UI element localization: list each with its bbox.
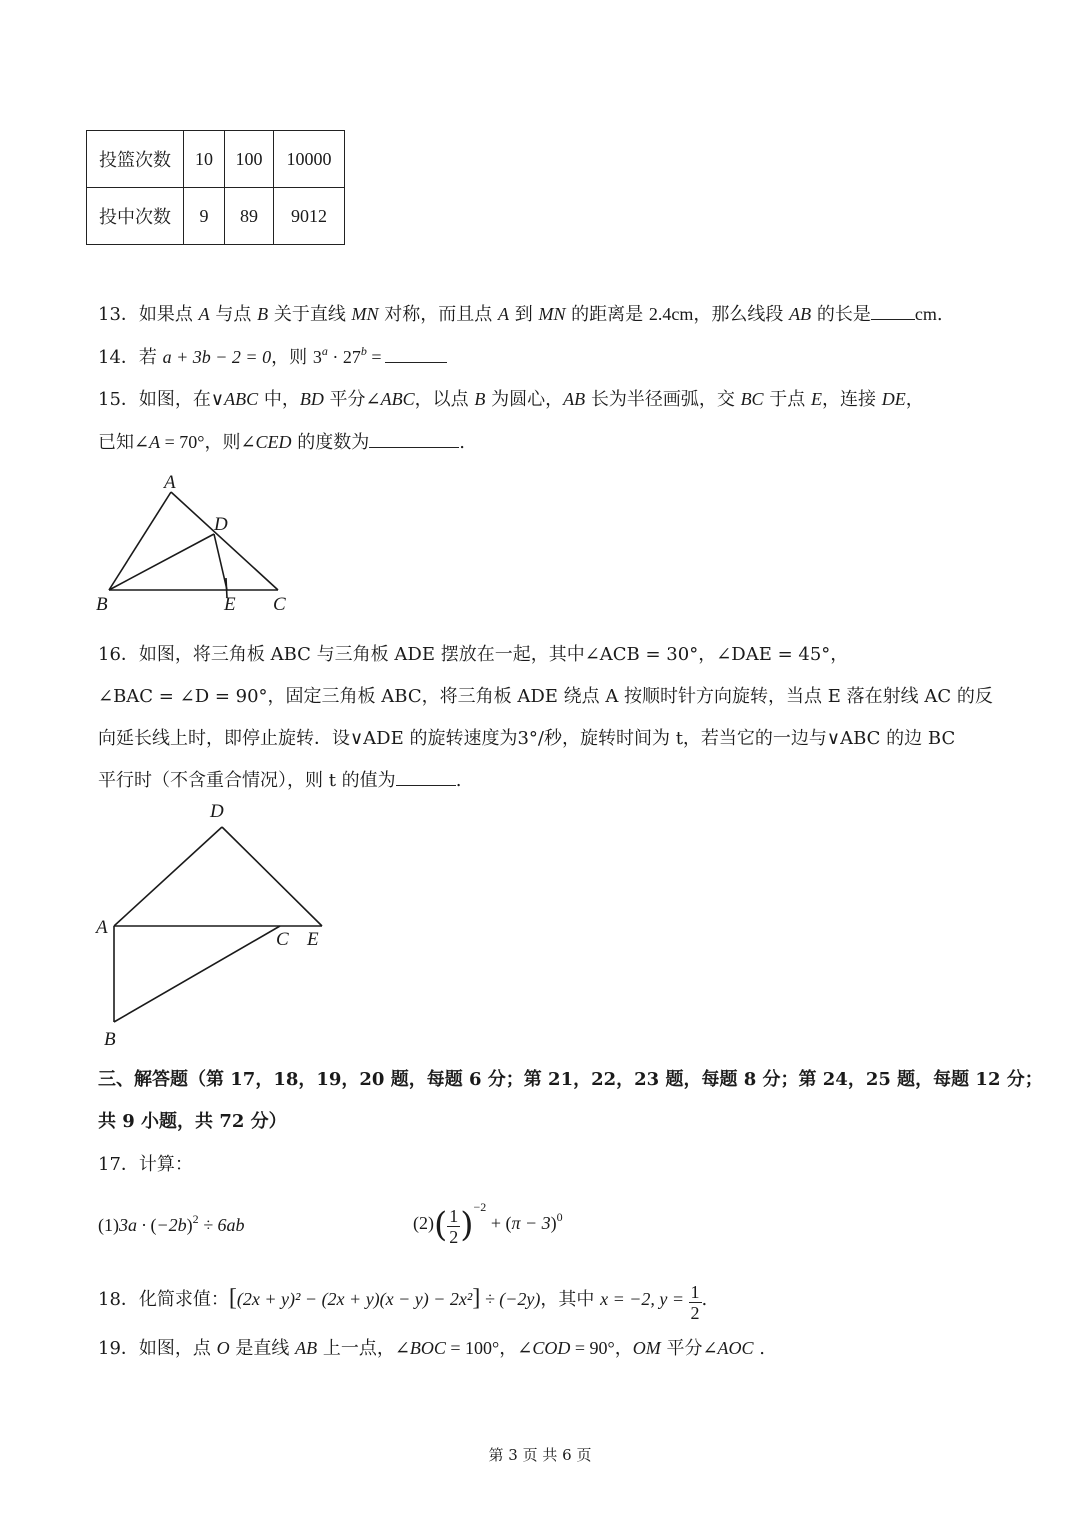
q19-text: = 90°， (570, 1338, 633, 1358)
exponent: −2 (473, 1200, 487, 1214)
q14-dot: · (327, 347, 343, 367)
q15-text: 的度数为 (291, 432, 370, 453)
q13-var: AB (789, 304, 812, 324)
q18-expression: (2x + y)² − (2x + y)(x − y) − 2x² (236, 1289, 473, 1309)
question-16-line-4 (98, 766, 461, 792)
q19-var: OM (632, 1338, 661, 1358)
question-16-line-1: 16．如图，将三角板 ABC 与三角板 ADE 摆放在一起，其中∠ACB = 30°，∠DAE = 45°， (98, 644, 849, 665)
q19-text: = 100°，∠ (445, 1338, 533, 1358)
q13-text: 13．如果点 (98, 304, 199, 325)
question-13 (98, 300, 943, 326)
q15-text: 长为半径画弧，交 (585, 389, 741, 410)
q15-text: = 70°，则∠ (160, 432, 256, 452)
q19-text: 19．如图，点 (98, 1338, 217, 1359)
q14-text: ，则 (271, 347, 313, 368)
table-row (87, 131, 345, 188)
question-17-title: 17．计算： (98, 1154, 193, 1175)
q19-text: 平分∠ (660, 1338, 718, 1359)
exponent: 0 (556, 1210, 563, 1224)
q15-text: 15．如图，在∨ (98, 389, 225, 410)
q14-exponent: a (321, 344, 328, 358)
segment-ab (109, 492, 171, 590)
table-cell: 10 (184, 131, 225, 188)
point-label-d: D (214, 514, 228, 535)
q19-var: AOC (717, 1338, 754, 1358)
q19-var: COD (532, 1338, 571, 1358)
section-3-heading-line-1: 三、解答题（第 17，18，19，20 题，每题 6 分；第 21，22，23 题，每题 8 分；第 24，25 题，每题 12 分； (98, 1069, 1043, 1090)
q18-text: ，其中 (540, 1289, 601, 1310)
q14-exponent: b (360, 344, 367, 358)
section-3-heading-line-2: 共 9 小题，共 72 分） (98, 1111, 287, 1132)
q15-var: ABC (224, 389, 259, 409)
fraction (447, 1206, 460, 1247)
q13-text: . (936, 304, 943, 325)
q18-text: 18．化简求值： (98, 1289, 229, 1310)
numerator: 1 (449, 1206, 459, 1226)
question-19 (98, 1334, 765, 1360)
point-label-b: B (104, 1029, 116, 1050)
q19-text: 上一点，∠ (317, 1338, 410, 1359)
q19-text: . (753, 1338, 765, 1359)
segment-bc (114, 926, 280, 1022)
point-label-c: C (273, 594, 286, 615)
point-label-b: B (96, 594, 108, 615)
q14-text: 14．若 (98, 347, 163, 368)
expr-term: 3a · (119, 1215, 151, 1235)
q15-var: BC (740, 389, 764, 409)
segment-bd (109, 534, 214, 590)
question-15-line-1 (98, 385, 924, 411)
q13-var: A (498, 304, 509, 324)
q15-var: CED (255, 432, 292, 452)
q15-text: 中， (258, 389, 300, 410)
point-label-c: C (276, 929, 289, 950)
q13-var: A (198, 304, 210, 324)
expr-term: π − 3 (511, 1213, 551, 1233)
point-label-a: A (96, 917, 108, 938)
q15-text: ，以点 (414, 389, 475, 410)
q13-var: MN (538, 304, 566, 324)
answer-blank[interactable] (871, 301, 915, 320)
expr-term: ÷ 6ab (198, 1215, 245, 1235)
q16-text: 平行时（不含重合情况），则 t 的值为 (98, 770, 396, 791)
q15-var: DE (881, 389, 906, 409)
q15-var: ABC (380, 389, 415, 409)
q13-var: B (257, 304, 269, 324)
q13-unit: cm (914, 304, 937, 324)
fraction (689, 1282, 702, 1323)
table-cell: 投篮次数 (87, 131, 184, 188)
segment-ac (171, 492, 278, 590)
q18-divisor: ÷ (−2y) (480, 1289, 541, 1309)
page-footer: 第 3 页 共 6 页 (488, 1446, 592, 1464)
table-cell: 9012 (274, 188, 345, 245)
table-cell: 10000 (274, 131, 345, 188)
q15-var: B (474, 389, 486, 409)
q13-text: 的距离是 (565, 304, 649, 325)
table-cell: 100 (225, 131, 274, 188)
answer-blank[interactable] (385, 344, 447, 363)
point-label-a: A (164, 472, 176, 493)
q13-text: 对称，而且点 (378, 304, 498, 325)
denominator: 2 (690, 1303, 700, 1323)
operator: + (486, 1213, 506, 1233)
q18-text: . (701, 1289, 708, 1310)
question-18: 18．化简求值：[(2x + y)² − (2x + y)(x − y) − 2x²] ÷ (−2y)，其中 x = −2, y = $\frac{1}{2}$ . (98, 1282, 708, 1323)
q15-text: 平分∠ (323, 389, 381, 410)
segment-de (222, 827, 322, 926)
segment-ad (114, 827, 222, 926)
q15-text: 于点 (763, 389, 812, 410)
q19-var: O (216, 1338, 230, 1358)
point-label-e: E (224, 594, 236, 615)
q15-text: . (459, 432, 465, 453)
q13-text: 到 (509, 304, 539, 325)
q15-var: E (811, 389, 823, 409)
q14-equals: = (366, 347, 382, 367)
q19-var: BOC (409, 1338, 446, 1358)
question-16-line-2: ∠BAC = ∠D = 90°，固定三角板 ABC，将三角板 ADE 绕点 A 按顺时针方向旋转，当点 E 落在射线 AC 的反 (98, 686, 993, 707)
q14-base: 27 (342, 347, 361, 367)
q13-text: 的长是 (811, 304, 871, 325)
q19-var: AB (295, 1338, 318, 1358)
table-cell: 89 (225, 188, 274, 245)
question-16-line-3: 向延长线上时，即停止旋转．设∨ADE 的旋转速度为3°/秒，旋转时间为 t，若当它的一边与∨ABC 的边 BC (98, 728, 956, 749)
q14-equation: a + 3b − 2 = 0 (162, 347, 272, 367)
q15-var: AB (563, 389, 586, 409)
answer-blank[interactable] (369, 429, 459, 448)
denominator: 2 (449, 1227, 459, 1247)
q15-text: 已知∠ (98, 432, 150, 453)
q15-var: BD (299, 389, 324, 409)
shooting-stats-table (86, 130, 345, 245)
table-cell: 9 (184, 188, 225, 245)
q15-text: 为圆心， (485, 389, 564, 410)
answer-blank[interactable] (396, 767, 456, 786)
q15-var: A (149, 432, 161, 452)
q13-text: 与点 (209, 304, 258, 325)
figure-15-triangle (90, 470, 310, 620)
q15-text: ，连接 (822, 389, 882, 410)
figure-16-triangles (90, 795, 340, 1055)
q19-text: 是直线 (229, 1338, 296, 1359)
q13-text: ，那么线段 (693, 304, 790, 325)
question-15-line-2 (98, 428, 465, 454)
question-17-part-1: $(1)3a \cdot (-2b)^2 \div 6ab$ (98, 1212, 245, 1235)
q14-base: 3 (312, 347, 322, 367)
expr-term: −2b (156, 1215, 187, 1235)
q18-condition: x = −2, y = (600, 1289, 689, 1309)
q13-distance: 2.4cm (648, 304, 694, 324)
part-label: (2) (413, 1213, 434, 1233)
q15-text: ， (905, 389, 924, 410)
table-cell: 投中次数 (87, 188, 184, 245)
question-17-part-2: (2)( $\frac{1}{2}$ )$^{-2} + (\pi - 3)^0$ (413, 1200, 563, 1247)
point-label-e: E (307, 929, 319, 950)
exponent: 2 (192, 1212, 199, 1226)
question-14 (98, 343, 447, 369)
q16-text: . (455, 770, 462, 791)
q13-text: 关于直线 (268, 304, 352, 325)
table-row (87, 188, 345, 245)
q13-var: MN (351, 304, 379, 324)
numerator: 1 (690, 1282, 700, 1302)
part-label: (1) (98, 1215, 119, 1235)
point-label-d: D (210, 801, 224, 822)
